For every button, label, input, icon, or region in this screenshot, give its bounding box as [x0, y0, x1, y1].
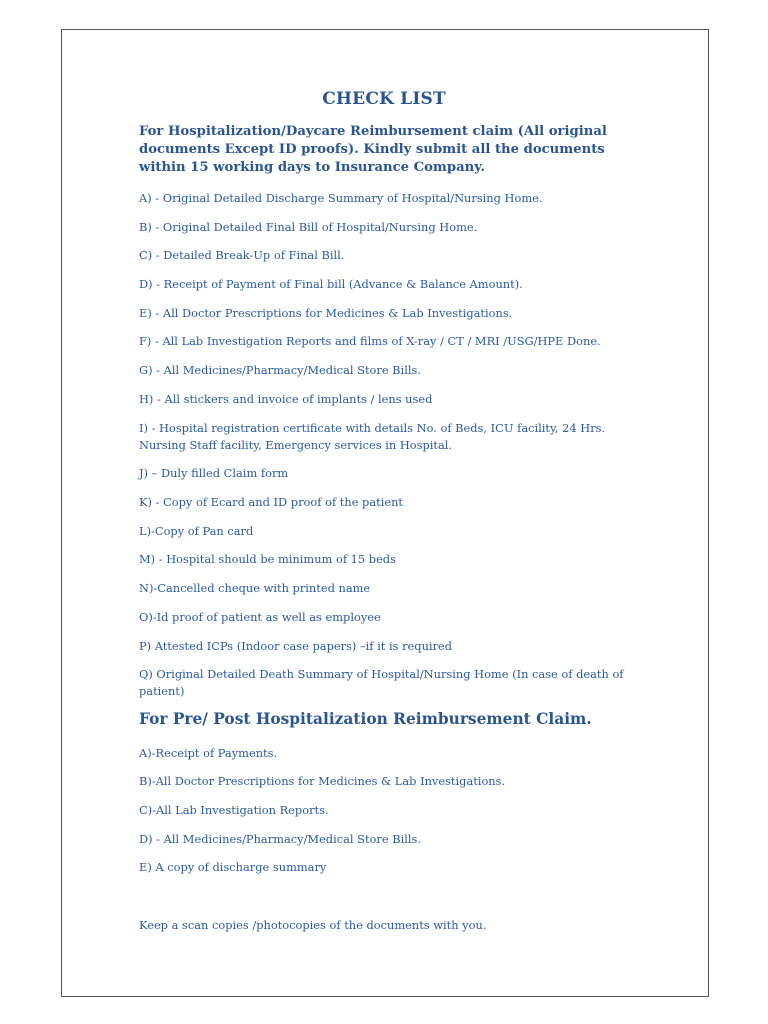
intro-paragraph: For Hospitalization/Daycare Reimbursement claim (All original documents Except ID proofs). Kindly submit all the documents within 15 working days to Insurance Company. [139, 124, 607, 175]
checklist-item-n: N)-Cancelled cheque with printed name [139, 581, 371, 595]
checklist-item-b: B) - Original Detailed Final Bill of Hospital/Nursing Home. [139, 220, 478, 234]
pre-post-item-d: D) - All Medicines/Pharmacy/Medical Store Bills. [139, 832, 421, 846]
footer-note: Keep a scan copies /photocopies of the documents with you. [139, 918, 487, 932]
pre-post-item-c: C)-All Lab Investigation Reports. [139, 803, 329, 817]
checklist-item-e: E) - All Doctor Prescriptions for Medicines & Lab Investigations. [139, 306, 513, 320]
checklist-item-q: Q) Original Detailed Death Summary of Hospital/Nursing Home (In case of death of patient) [139, 667, 624, 698]
checklist-item-o: O)-Id proof of patient as well as employee [139, 610, 381, 624]
checklist-item-g: G) - All Medicines/Pharmacy/Medical Store Bills. [139, 363, 421, 377]
pre-post-item-e: E) A copy of discharge summary [139, 860, 327, 874]
checklist-item-j: J) – Duly filled Claim form [139, 466, 289, 480]
checklist-item-l: L)-Copy of Pan card [139, 524, 254, 538]
checklist-item-c: C) - Detailed Break-Up of Final Bill. [139, 248, 345, 262]
pre-post-item-a: A)-Receipt of Payments. [139, 746, 278, 760]
pre-post-item-b: B)-All Doctor Prescriptions for Medicines & Lab Investigations. [139, 774, 506, 788]
checklist-item-p: P) Attested ICPs (Indoor case papers) –if it is required [139, 639, 453, 653]
checklist-item-f: F) - All Lab Investigation Reports and films of X-ray / CT / MRI /USG/HPE Done. [139, 334, 601, 348]
checklist-item-m: M) - Hospital should be minimum of 15 beds [139, 552, 396, 566]
checklist-item-i: I) - Hospital registration certificate with details No. of Beds, ICU facility, 24 Hrs. Nursing Staff facility, Emergency services in Hospital. [139, 421, 606, 452]
checklist-item-d: D) - Receipt of Payment of Final bill (Advance & Balance Amount). [139, 277, 523, 291]
checklist-item-k: K) - Copy of Ecard and ID proof of the patient [139, 495, 404, 509]
page-title: CHECK LIST [322, 89, 446, 109]
checklist-item-a: A) - Original Detailed Discharge Summary of Hospital/Nursing Home. [139, 191, 543, 205]
checklist-item-h: H) - All stickers and invoice of implants / lens used [139, 392, 433, 406]
pre-post-heading: For Pre/ Post Hospitalization Reimbursement Claim. [139, 710, 592, 728]
